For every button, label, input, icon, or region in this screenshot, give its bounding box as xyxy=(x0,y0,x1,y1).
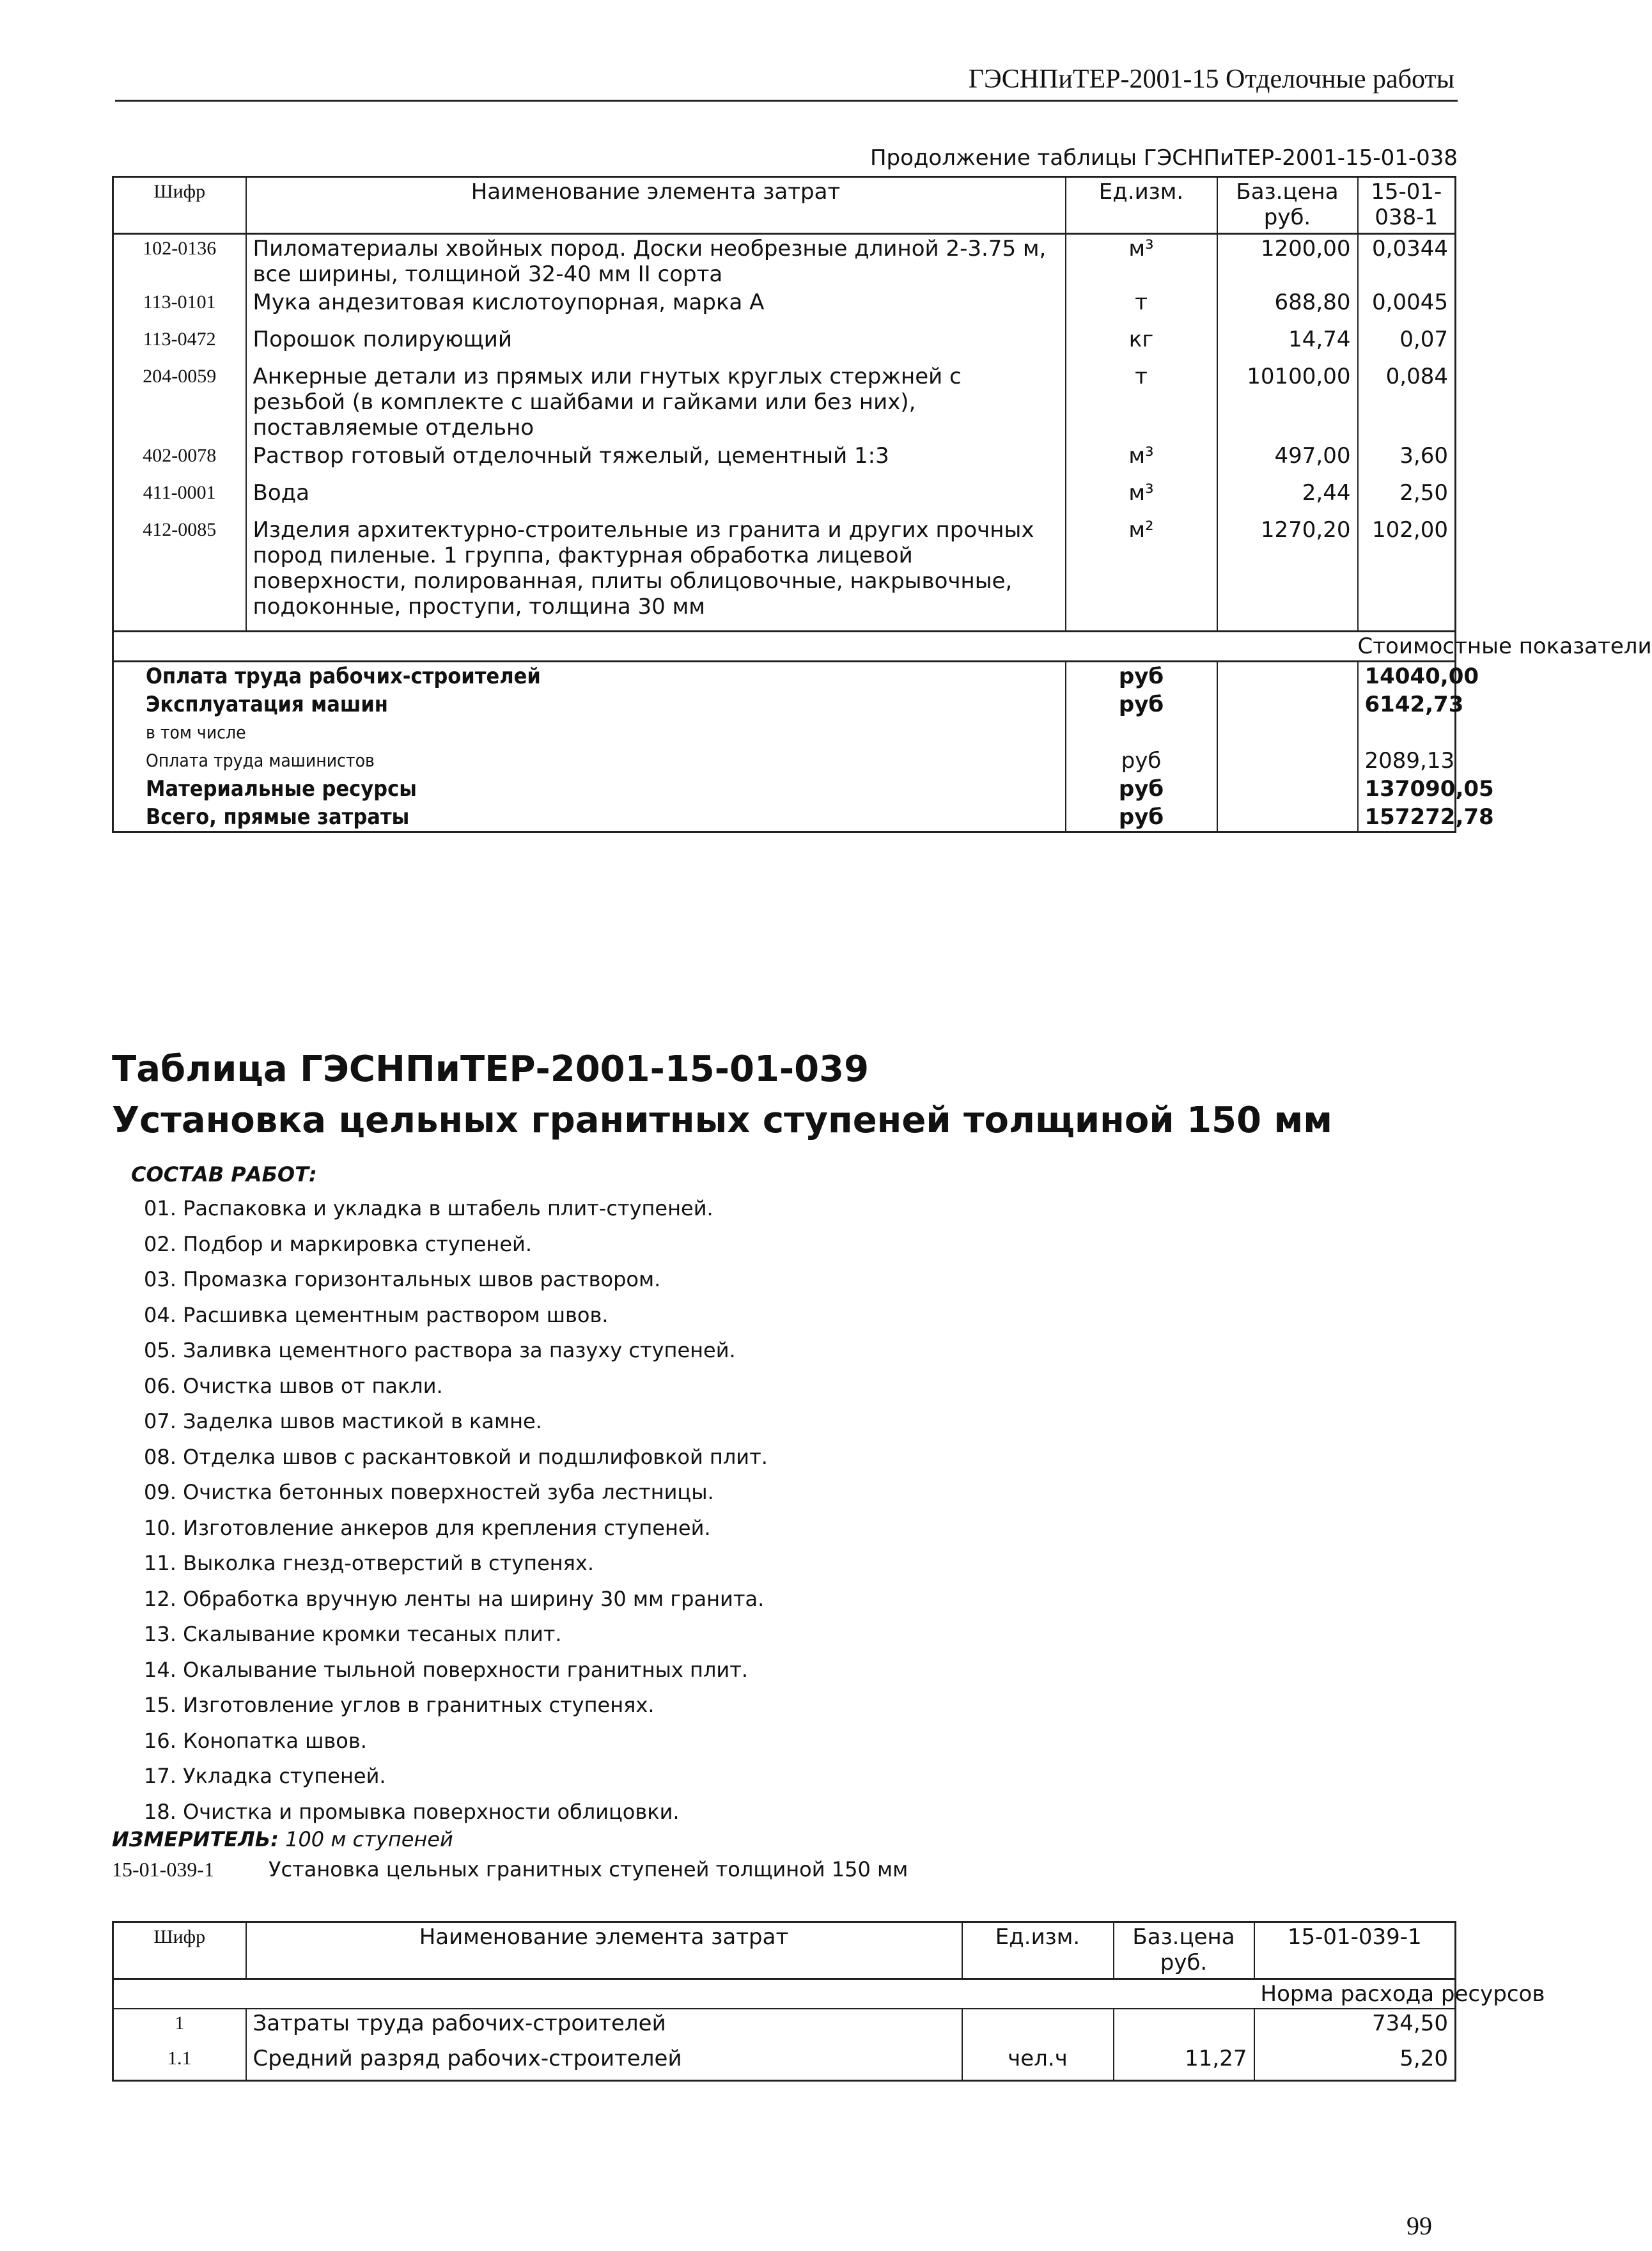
col-unit-header: Ед.изм. xyxy=(962,1922,1114,1979)
row-price xyxy=(1114,2009,1254,2045)
cost-unit: руб xyxy=(1066,747,1217,775)
row-unit xyxy=(962,2009,1114,2045)
row-code: 113-0472 xyxy=(143,329,216,350)
row-value: 102,00 xyxy=(1358,516,1456,621)
row-value: 0,0344 xyxy=(1358,234,1456,289)
list-item: 08. Отделка швов с раскантовкой и подшлифовкой плит. xyxy=(144,1444,768,1469)
cost-section-spacer xyxy=(113,631,1358,661)
row-price: 688,80 xyxy=(1217,288,1358,325)
list-item: 11. Выколка гнезд-отверстий в ступенях. xyxy=(144,1551,595,1575)
col-code-header: Шифр xyxy=(153,1926,206,1947)
works-list xyxy=(144,1194,768,1833)
list-item: 02. Подбор и маркировка ступеней. xyxy=(144,1231,532,1256)
row-unit: м³ xyxy=(1066,442,1217,479)
list-item: 10. Изготовление анкеров для крепления ступеней. xyxy=(144,1515,711,1540)
cost-row xyxy=(113,775,1456,803)
list-item: 09. Очистка бетонных поверхностей зуба лестницы. xyxy=(144,1480,714,1504)
table-title: Таблица ГЭСНПиТЕР-2001-15-01-039 xyxy=(112,1048,869,1090)
row-unit: чел.ч xyxy=(962,2045,1114,2080)
row-price: 2,44 xyxy=(1217,479,1358,516)
cost-value: 6142,73 xyxy=(1358,690,1456,719)
row-value: 2,50 xyxy=(1358,479,1456,516)
continuation-caption: Продолжение таблицы ГЭСНПиТЕР-2001-15-01-038 xyxy=(869,145,1458,171)
list-item: 15. Изготовление углов в гранитных ступенях. xyxy=(144,1693,655,1717)
resources-table xyxy=(112,1921,1545,2082)
row-code: 204-0059 xyxy=(143,366,217,387)
item-code-line xyxy=(112,1857,908,1881)
item-code: 15-01-039-1 xyxy=(112,1858,214,1881)
page-number: 99 xyxy=(1407,2211,1432,2240)
list-item: 14. Окалывание тыльной поверхности гранитных плит. xyxy=(144,1657,749,1682)
table-row xyxy=(113,442,1456,479)
cost-value: 137090,05 xyxy=(1358,775,1456,803)
row-name: Раствор готовый отделочный тяжелый, цементный 1:3 xyxy=(246,442,1066,479)
list-item: 17. Укладка ступеней. xyxy=(144,1764,386,1788)
list-item: 06. Очистка швов от пакли. xyxy=(144,1373,443,1398)
resources-rows xyxy=(113,2009,1456,2080)
row-unit: кг xyxy=(1066,325,1217,362)
row-unit: м² xyxy=(1066,516,1217,621)
row-unit: т xyxy=(1066,288,1217,325)
continuation-header-row xyxy=(113,177,1456,234)
cost-value: 2089,13 xyxy=(1358,747,1456,775)
col-norm-header: 15-01-039-1 xyxy=(1254,1922,1456,1979)
spacer-cell xyxy=(1066,621,1217,631)
col-name-header: Наименование элемента затрат xyxy=(246,177,1066,234)
cost-value xyxy=(1358,719,1456,747)
cost-name: Оплата труда рабочих-строителей xyxy=(146,663,541,689)
list-item: 12. Обработка вручную ленты на ширину 30 мм гранита. xyxy=(144,1586,765,1611)
spacer-cell xyxy=(246,621,1066,631)
cost-row xyxy=(113,719,1456,747)
row-value: 0,084 xyxy=(1358,362,1456,442)
col-name-header: Наименование элемента затрат xyxy=(246,1922,962,1979)
row-code: 1.1 xyxy=(168,2048,192,2069)
spacer-cell xyxy=(1358,621,1456,631)
cost-row xyxy=(113,803,1456,832)
cost-price xyxy=(1217,747,1358,775)
row-name: Мука андезитовая кислотоупорная, марка А xyxy=(246,288,1066,325)
row-value: 0,07 xyxy=(1358,325,1456,362)
spacer-cell xyxy=(113,621,246,631)
row-price: 497,00 xyxy=(1217,442,1358,479)
cost-rows xyxy=(113,661,1494,832)
list-item: 05. Заливка цементного раствора за пазуху ступеней. xyxy=(144,1338,736,1362)
row-name: Вода xyxy=(246,479,1066,516)
col-code-header: Шифр xyxy=(153,181,206,202)
row-name: Изделия архитектурно-строительные из гранита и других прочных пород пиленые. 1 группа, фактурная обработка лицевой поверхности, полированная, плиты облицовочные, накрывочные, подоконные, проступи, толщина 30 мм xyxy=(246,516,1066,621)
col-norm-header: 15-01-038-1 xyxy=(1358,177,1456,234)
row-code: 1 xyxy=(175,2013,185,2034)
list-item: 04. Расшивка цементным раствором швов. xyxy=(144,1302,609,1327)
row-price: 1270,20 xyxy=(1217,516,1358,621)
cost-name: Оплата труда машинистов xyxy=(146,749,375,771)
cost-price xyxy=(1217,661,1358,690)
col-price-header: Баз.цена руб. xyxy=(1114,1922,1254,1979)
table-row xyxy=(113,234,1456,289)
continuation-table xyxy=(112,176,1652,833)
list-item: 18. Очистка и промывка поверхности облицовки. xyxy=(144,1799,680,1824)
col-price-header: Баз.цена руб. xyxy=(1217,177,1358,234)
row-code: 402-0078 xyxy=(143,445,217,466)
list-item: 01. Распаковка и укладка в штабель плит-ступеней. xyxy=(144,1196,713,1220)
cost-name: Эксплуатация машин xyxy=(146,691,388,717)
row-price: 11,27 xyxy=(1114,2045,1254,2080)
list-item: 03. Промазка горизонтальных швов раствором. xyxy=(144,1267,661,1291)
continuation-rows xyxy=(113,234,1456,632)
resources-section-label: Норма расхода ресурсов xyxy=(1260,1981,1545,2007)
cost-name: Материальные ресурсы xyxy=(146,775,417,802)
measurer-line xyxy=(112,1827,453,1851)
list-item: 16. Конопатка швов. xyxy=(144,1728,367,1753)
works-composition-label: СОСТАВ РАБОТ: xyxy=(131,1162,317,1187)
resources-header-row xyxy=(113,1922,1456,1979)
row-value: 5,20 xyxy=(1254,2045,1456,2080)
cost-row xyxy=(113,690,1456,719)
row-code: 113-0101 xyxy=(143,292,216,313)
table-spacer-row xyxy=(113,621,1456,631)
cost-price xyxy=(1217,719,1358,747)
item-name: Установка цельных гранитных ступеней толщиной 150 мм xyxy=(269,1857,908,1881)
measurer-value: 100 м ступеней xyxy=(285,1827,453,1851)
row-value: 3,60 xyxy=(1358,442,1456,479)
table-row xyxy=(113,288,1456,325)
cost-section-label: Стоимостные показатели xyxy=(1357,633,1652,659)
cost-unit: руб xyxy=(1066,775,1217,803)
cost-row xyxy=(113,747,1456,775)
row-name: Пиломатериалы хвойных пород. Доски необрезные длиной 2-3.75 м, все ширины, толщиной 32-40 мм II сорта xyxy=(246,234,1066,289)
row-name: Порошок полирующий xyxy=(246,325,1066,362)
cost-name: Всего, прямые затраты xyxy=(146,804,410,830)
row-code: 412-0085 xyxy=(143,519,217,540)
table-row xyxy=(113,362,1456,442)
spacer-cell xyxy=(1217,621,1358,631)
resources-section-spacer xyxy=(113,1979,1254,2009)
cost-unit: руб xyxy=(1066,690,1217,719)
header-rule xyxy=(115,100,1458,102)
measurer-label: ИЗМЕРИТЕЛЬ: xyxy=(112,1827,279,1851)
row-unit: т xyxy=(1066,362,1217,442)
cost-value: 157272,78 xyxy=(1358,803,1456,832)
cost-row xyxy=(113,661,1456,690)
row-price: 10100,00 xyxy=(1217,362,1358,442)
row-code: 102-0136 xyxy=(143,238,217,259)
table-row xyxy=(113,479,1456,516)
row-unit: м³ xyxy=(1066,234,1217,289)
running-header: ГЭСНПиТЕР-2001-15 Отделочные работы xyxy=(968,65,1454,94)
col-unit-header: Ед.изм. xyxy=(1066,177,1217,234)
row-price: 14,74 xyxy=(1217,325,1358,362)
table-row xyxy=(113,325,1456,362)
table-row xyxy=(113,516,1456,621)
row-name: Анкерные детали из прямых или гнутых круглых стержней с резьбой (в комплекте с шайбами и гайками или без них), поставляемые отдельно xyxy=(246,362,1066,442)
cost-name: в том числе xyxy=(146,721,246,743)
list-item: 13. Скалывание кромки тесаных плит. xyxy=(144,1622,562,1646)
cost-unit: руб xyxy=(1066,661,1217,690)
row-value: 0,0045 xyxy=(1358,288,1456,325)
cost-unit: руб xyxy=(1066,803,1217,832)
row-name: Средний разряд рабочих-строителей xyxy=(246,2045,962,2080)
row-unit: м³ xyxy=(1066,479,1217,516)
cost-price xyxy=(1217,690,1358,719)
row-price: 1200,00 xyxy=(1217,234,1358,289)
row-code: 411-0001 xyxy=(143,482,216,503)
table-row xyxy=(113,2045,1456,2080)
cost-price xyxy=(1217,803,1358,832)
list-item: 07. Заделка швов мастикой в камне. xyxy=(144,1409,542,1433)
table-subtitle: Установка цельных гранитных ступеней толщиной 150 мм xyxy=(112,1100,1333,1141)
row-value: 734,50 xyxy=(1254,2009,1456,2045)
resources-section-row xyxy=(113,1979,1456,2009)
cost-unit xyxy=(1066,719,1217,747)
cost-section-row xyxy=(113,631,1456,661)
table-row xyxy=(113,2009,1456,2045)
cost-price xyxy=(1217,775,1358,803)
row-name: Затраты труда рабочих-строителей xyxy=(246,2009,962,2045)
cost-value: 14040,00 xyxy=(1358,661,1456,690)
